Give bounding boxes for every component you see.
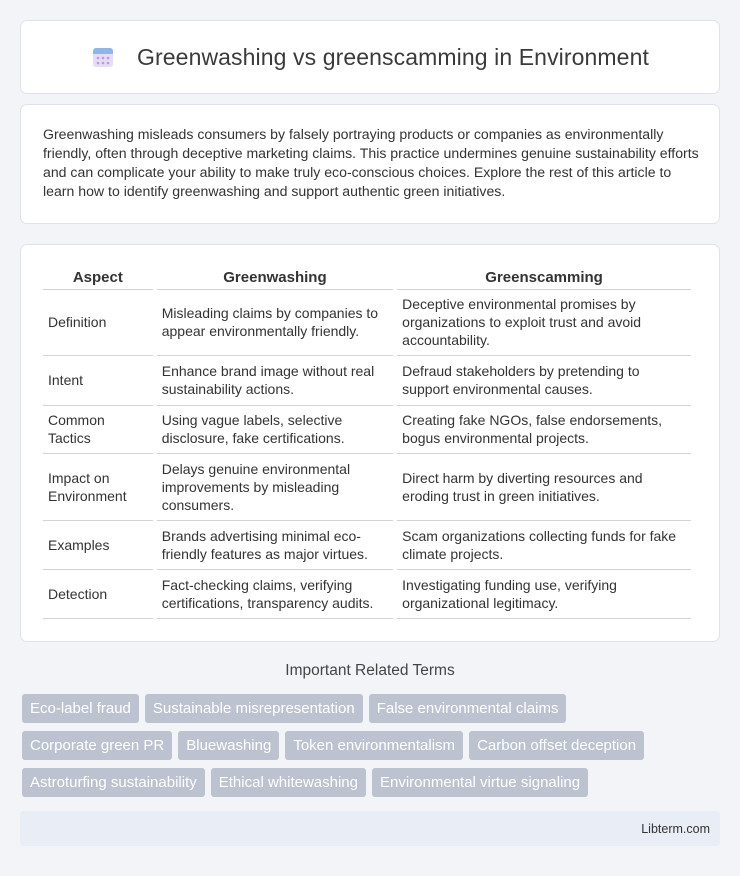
table-row (43, 406, 691, 454)
comparison-table-card (20, 244, 720, 642)
header-greenwashing: Greenwashing (157, 265, 393, 290)
related-tag[interactable]: Bluewashing (178, 731, 279, 760)
row-aspect: Intent (43, 356, 153, 406)
related-tag[interactable]: Token environmentalism (285, 731, 463, 760)
related-tag[interactable]: Environmental virtue signaling (372, 768, 588, 797)
comparison-table (39, 265, 695, 619)
row-aspect: Detection (43, 570, 153, 619)
intro-text: Greenwashing misleads consumers by falsely portraying products or companies as environmentally friendly, often through deceptive marketing claims. This practice undermines genuine sustainability efforts and can complicate your ability to make truly eco-conscious choices. Explore the rest of this article to learn how to identify greenwashing and support authentic green initiatives. (43, 126, 699, 199)
header-card (20, 20, 720, 94)
intro-card (20, 104, 720, 224)
related-tag[interactable]: False environmental claims (369, 694, 567, 723)
related-tag[interactable]: Astroturfing sustainability (22, 768, 205, 797)
row-greenscamming: Scam organizations collecting funds for fake climate projects. (397, 521, 691, 570)
row-greenwashing: Brands advertising minimal eco-friendly features as major virtues. (157, 521, 393, 570)
header-aspect: Aspect (43, 265, 153, 290)
related-tag[interactable]: Eco-label fraud (22, 694, 139, 723)
row-aspect: Common Tactics (43, 406, 153, 454)
row-greenwashing: Enhance brand image without real sustainability actions. (157, 356, 393, 406)
row-greenwashing: Using vague labels, selective disclosure, fake certifications. (157, 406, 393, 454)
table-row (43, 521, 691, 570)
row-greenscamming: Defraud stakeholders by pretending to support environmental causes. (397, 356, 691, 406)
related-terms-tags (22, 694, 722, 797)
related-tag[interactable]: Ethical whitewashing (211, 768, 366, 797)
row-greenscamming: Investigating funding use, verifying organizational legitimacy. (397, 570, 691, 619)
table-row (43, 570, 691, 619)
footer (20, 811, 720, 846)
footer-site-link[interactable]: Libterm.com (641, 821, 710, 836)
row-aspect: Examples (43, 521, 153, 570)
related-tag[interactable]: Sustainable misrepresentation (145, 694, 363, 723)
calendar-icon (91, 45, 115, 69)
related-tag[interactable]: Carbon offset deception (469, 731, 644, 760)
row-greenscamming: Direct harm by diverting resources and eroding trust in green initiatives. (397, 454, 691, 521)
table-row (43, 290, 691, 356)
title-wrap (91, 44, 649, 71)
row-greenscamming: Creating fake NGOs, false endorsements, bogus environmental projects. (397, 406, 691, 454)
page-title: Greenwashing vs greenscamming in Environment (137, 43, 649, 70)
related-tag[interactable]: Corporate green PR (22, 731, 172, 760)
row-aspect: Impact on Environment (43, 454, 153, 521)
table-row (43, 356, 691, 406)
row-greenwashing: Fact-checking claims, verifying certifications, transparency audits. (157, 570, 393, 619)
table-row (43, 454, 691, 521)
header-greenscamming: Greenscamming (397, 265, 691, 290)
row-greenscamming: Deceptive environmental promises by organizations to exploit trust and avoid accountability. (397, 290, 691, 356)
row-greenwashing: Misleading claims by companies to appear environmentally friendly. (157, 290, 393, 356)
related-terms-title: Important Related Terms (285, 662, 455, 679)
row-aspect: Definition (43, 290, 153, 356)
row-greenwashing: Delays genuine environmental improvements by misleading consumers. (157, 454, 393, 521)
table-header-row (43, 265, 691, 290)
